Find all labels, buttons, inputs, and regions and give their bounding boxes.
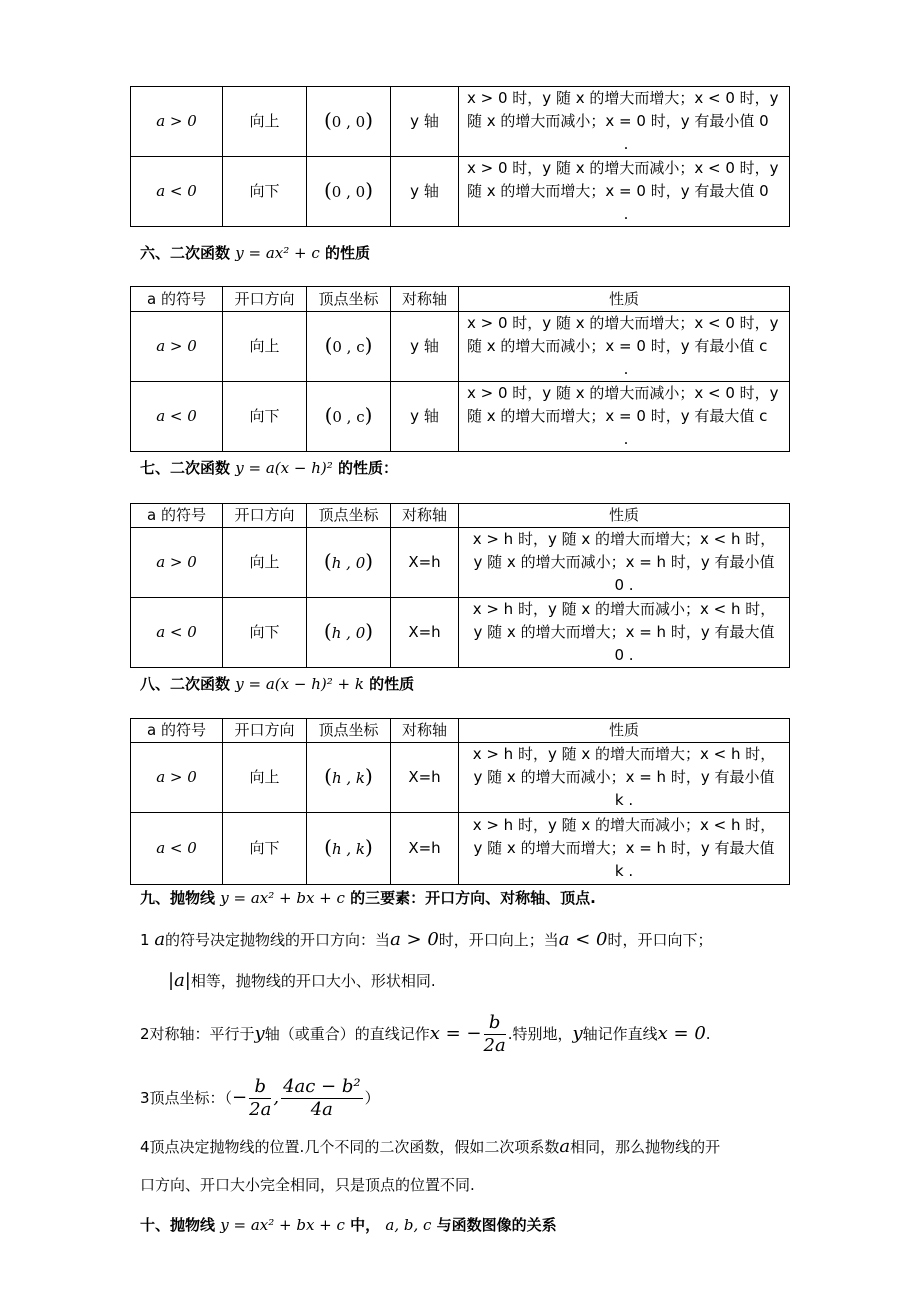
table-section-6 <box>130 286 790 452</box>
axis-cell: y 轴 <box>391 312 459 382</box>
para-math: |a| <box>168 970 191 991</box>
heading-text: 的性质： <box>337 459 398 477</box>
property-cell <box>459 157 790 227</box>
vertex-cell: (h , k) <box>307 813 391 885</box>
axis-cell: X=h <box>391 813 459 885</box>
direction-cell: 向下 <box>223 598 307 668</box>
section-10-heading <box>140 1215 557 1235</box>
property-cell <box>459 743 790 813</box>
fraction <box>281 1076 363 1121</box>
property-line: . <box>623 135 629 153</box>
vertex-value: h , k <box>331 840 366 858</box>
paragraph-1-line-1 <box>140 929 713 951</box>
heading-formula: y = ax² + bx + c <box>220 1216 345 1234</box>
vertex-value: 0 , c <box>332 338 365 356</box>
header-sign: a 的符号 <box>131 504 223 528</box>
vertex-value: 0 , 0 <box>331 113 366 131</box>
property-line: k . <box>614 862 634 880</box>
heading-formula: y = ax² + c <box>235 244 320 262</box>
sign-cell: a > 0 <box>131 87 223 157</box>
para-math: − <box>232 1087 248 1108</box>
table-row <box>131 157 790 227</box>
para-text: 时，开口向上；当 <box>438 931 559 949</box>
para-math: x = 0 <box>657 1023 706 1044</box>
table-section-8 <box>130 718 790 885</box>
paragraph-1-line-2 <box>168 970 436 992</box>
sign-cell: a < 0 <box>131 157 223 227</box>
para-math: a <box>154 929 166 950</box>
section-8-heading <box>140 674 414 694</box>
fraction-denominator: 2a <box>483 1035 506 1056</box>
para-text: 轴记作直线 <box>582 1025 658 1043</box>
axis-cell: y 轴 <box>391 157 459 227</box>
property-line: x > h 时，y 随 x 的增大而减小；x < h 时， <box>472 600 776 618</box>
header-vertex: 顶点坐标 <box>307 287 391 312</box>
direction-cell: 向上 <box>223 312 307 382</box>
para-text: 1 <box>140 931 155 949</box>
para-math: y <box>254 1023 265 1044</box>
para-text: 3顶点坐标：（ <box>140 1089 233 1107</box>
section-9-heading <box>140 888 596 908</box>
table-section-7 <box>130 503 790 668</box>
heading-text: 的性质 <box>369 675 415 693</box>
heading-text: 十、抛物线 <box>140 1216 216 1234</box>
table-row <box>131 598 790 668</box>
para-math: x = − <box>429 1023 482 1044</box>
property-line: y 随 x 的增大而增大；x = h 时，y 有最大值 <box>473 623 775 641</box>
heading-text: 六、二次函数 <box>140 244 231 262</box>
fraction-numerator: b <box>484 1012 506 1035</box>
property-line: x > 0 时，y 随 x 的增大而减小；x < 0 时，y <box>467 384 779 402</box>
direction-cell: 向上 <box>223 528 307 598</box>
vertex-value: 0 , 0 <box>331 183 366 201</box>
table-row <box>131 87 790 157</box>
table-row <box>131 312 790 382</box>
para-math: a > 0 <box>390 929 439 950</box>
heading-text: 七、二次函数 <box>140 459 231 477</box>
heading-formula: a, b, c <box>385 1216 432 1234</box>
direction-cell: 向下 <box>223 813 307 885</box>
property-line: x > 0 时，y 随 x 的增大而增大；x < 0 时，y <box>467 89 779 107</box>
property-cell <box>459 813 790 885</box>
property-line: 0 . <box>614 576 634 594</box>
fraction-numerator: 4ac − b² <box>283 1076 361 1097</box>
axis-cell: X=h <box>391 598 459 668</box>
property-line: 随 x 的增大而增大；x = 0 时，y 有最大值 c <box>467 407 768 425</box>
property-line: y 随 x 的增大而增大；x = h 时，y 有最大值 <box>473 839 775 857</box>
fraction-numerator: b <box>249 1076 271 1099</box>
heading-formula: y = a(x − h)² + k <box>235 675 364 693</box>
para-text: ） <box>364 1089 380 1107</box>
property-cell <box>459 87 790 157</box>
vertex-value: h , 0 <box>331 554 366 572</box>
header-sign: a 的符号 <box>131 287 223 312</box>
table-row <box>131 813 790 885</box>
property-cell <box>459 528 790 598</box>
header-sign: a 的符号 <box>131 719 223 743</box>
paragraph-4-line-2 <box>140 1174 475 1196</box>
para-text: 轴（或重合）的直线记作 <box>264 1025 430 1043</box>
direction-cell: 向下 <box>223 157 307 227</box>
property-line: 随 x 的增大而减小；x = 0 时，y 有最小值 0 <box>467 112 769 130</box>
fraction <box>484 1012 506 1057</box>
direction-cell: 向下 <box>223 382 307 452</box>
para-text: 相等，抛物线的开口大小、形状相同. <box>190 972 436 990</box>
para-text: 4顶点决定抛物线的位置.几个不同的二次函数，假如二次项系数 <box>140 1138 560 1156</box>
paragraph-4-line-1 <box>140 1136 720 1158</box>
vertex-cell: (0 , 0) <box>307 87 391 157</box>
property-line: 随 x 的增大而减小；x = 0 时，y 有最小值 c <box>467 337 768 355</box>
para-text: 口方向、开口大小完全相同，只是顶点的位置不同. <box>140 1176 475 1194</box>
vertex-cell: (h , k) <box>307 743 391 813</box>
sign-cell: a < 0 <box>131 813 223 885</box>
table-header-row <box>131 287 790 312</box>
property-line: . <box>623 205 629 223</box>
vertex-cell: (h , 0) <box>307 528 391 598</box>
property-cell <box>459 312 790 382</box>
para-math: a <box>559 1136 571 1157</box>
axis-cell: X=h <box>391 743 459 813</box>
property-line: x > h 时，y 随 x 的增大而增大；x < h 时， <box>472 530 776 548</box>
para-text: . <box>705 1025 711 1043</box>
property-line: y 随 x 的增大而减小；x = h 时，y 有最小值 <box>473 553 775 571</box>
fraction-denominator: 2a <box>249 1099 272 1120</box>
heading-formula: y = a(x − h)² <box>235 459 333 477</box>
vertex-value: h , 0 <box>331 624 366 642</box>
table-header-row <box>131 719 790 743</box>
paragraph-3 <box>140 1076 380 1121</box>
property-line: k . <box>614 791 634 809</box>
para-math: , <box>273 1087 280 1108</box>
vertex-value: 0 , c <box>332 408 365 426</box>
fraction <box>249 1076 271 1121</box>
property-line: y 随 x 的增大而减小；x = h 时，y 有最小值 <box>473 768 775 786</box>
property-line: 0 . <box>614 646 634 664</box>
vertex-cell: (0 , c) <box>307 382 391 452</box>
section-7-heading <box>140 458 398 478</box>
para-math: y <box>572 1023 583 1044</box>
property-line: . <box>623 430 629 448</box>
property-line: x > h 时，y 随 x 的增大而增大；x < h 时， <box>472 745 776 763</box>
section-6-heading <box>140 243 370 263</box>
para-text: 2对称轴：平行于 <box>140 1025 255 1043</box>
heading-text: 九、抛物线 <box>140 889 216 907</box>
heading-text: 中， <box>350 1216 381 1234</box>
para-text: .特别地， <box>507 1025 573 1043</box>
header-direction: 开口方向 <box>223 504 307 528</box>
table-header-row <box>131 504 790 528</box>
vertex-cell: (0 , 0) <box>307 157 391 227</box>
sign-cell: a > 0 <box>131 743 223 813</box>
property-line: x > 0 时，y 随 x 的增大而增大；x < 0 时，y <box>467 314 779 332</box>
property-cell <box>459 598 790 668</box>
sign-cell: a < 0 <box>131 382 223 452</box>
header-property: 性质 <box>459 504 790 528</box>
para-text: 时，开口向下； <box>607 931 713 949</box>
direction-cell: 向上 <box>223 87 307 157</box>
para-text: 相同，那么抛物线的开 <box>570 1138 721 1156</box>
vertex-cell: (h , 0) <box>307 598 391 668</box>
sign-cell: a > 0 <box>131 528 223 598</box>
header-direction: 开口方向 <box>223 287 307 312</box>
heading-text: 的三要素：开口方向、对称轴、顶点. <box>350 889 596 907</box>
header-axis: 对称轴 <box>391 504 459 528</box>
fraction-denominator: 4a <box>310 1099 333 1120</box>
heading-text: 的性质 <box>324 244 370 262</box>
table-row <box>131 528 790 598</box>
axis-cell: y 轴 <box>391 382 459 452</box>
sign-cell: a < 0 <box>131 598 223 668</box>
header-vertex: 顶点坐标 <box>307 504 391 528</box>
heading-formula: y = ax² + bx + c <box>220 889 345 907</box>
property-line: 随 x 的增大而增大；x = 0 时，y 有最大值 0 <box>467 182 769 200</box>
para-text: 的符号决定抛物线的开口方向：当 <box>165 931 391 949</box>
property-cell <box>459 382 790 452</box>
vertex-cell: (0 , c) <box>307 312 391 382</box>
property-line: x > 0 时，y 随 x 的增大而减小；x < 0 时，y <box>467 159 779 177</box>
table-row <box>131 382 790 452</box>
header-property: 性质 <box>459 719 790 743</box>
header-axis: 对称轴 <box>391 719 459 743</box>
direction-cell: 向上 <box>223 743 307 813</box>
axis-cell: y 轴 <box>391 87 459 157</box>
header-vertex: 顶点坐标 <box>307 719 391 743</box>
header-direction: 开口方向 <box>223 719 307 743</box>
header-property: 性质 <box>459 287 790 312</box>
vertex-value: h , k <box>331 769 366 787</box>
paragraph-2 <box>140 1012 711 1057</box>
table-row <box>131 743 790 813</box>
heading-text: 八、二次函数 <box>140 675 231 693</box>
property-line: x > h 时，y 随 x 的增大而减小；x < h 时， <box>472 816 776 834</box>
property-line: . <box>623 360 629 378</box>
header-axis: 对称轴 <box>391 287 459 312</box>
table-section-5 <box>130 86 790 227</box>
axis-cell: X=h <box>391 528 459 598</box>
para-math: a < 0 <box>558 929 608 950</box>
sign-cell: a > 0 <box>131 312 223 382</box>
heading-text: 与函数图像的关系 <box>436 1216 557 1234</box>
